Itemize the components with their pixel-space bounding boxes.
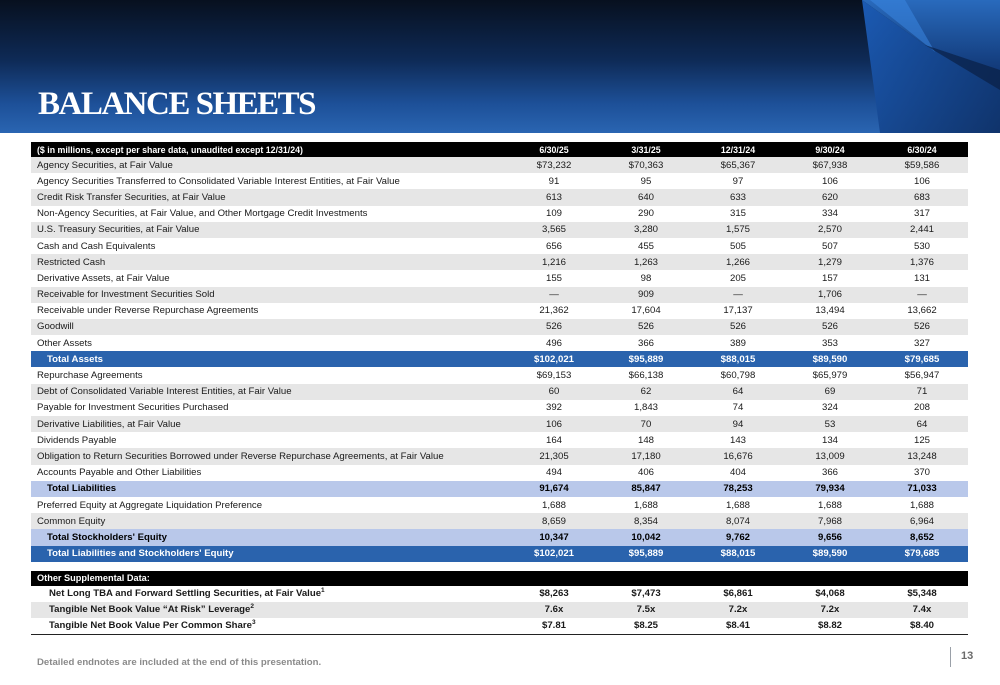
table-row xyxy=(31,173,968,189)
row-value: $8,263 xyxy=(508,586,600,602)
row-value: 205 xyxy=(692,270,784,286)
row-value: 909 xyxy=(600,287,692,303)
row-value: 125 xyxy=(876,432,968,448)
row-value: 656 xyxy=(508,238,600,254)
row-value: 62 xyxy=(600,384,692,400)
row-value: 640 xyxy=(600,189,692,205)
row-value: 366 xyxy=(784,465,876,481)
row-value: 392 xyxy=(508,400,600,416)
row-value: 74 xyxy=(692,400,784,416)
row-value: 3,280 xyxy=(600,222,692,238)
row-value: $70,363 xyxy=(600,157,692,173)
row-label xyxy=(31,602,508,618)
total-row xyxy=(31,481,968,497)
row-value: $4,068 xyxy=(784,586,876,602)
header-banner xyxy=(0,0,1000,133)
row-value: 85,847 xyxy=(600,481,692,497)
row-value: 13,248 xyxy=(876,448,968,464)
table-row xyxy=(31,222,968,238)
row-label: Debt of Consolidated Variable Interest Entities, at Fair Value xyxy=(31,384,508,400)
row-label: Preferred Equity at Aggregate Liquidation Preference xyxy=(31,497,508,513)
row-value: 290 xyxy=(600,206,692,222)
footnote: Detailed endnotes are included at the end of this presentation. xyxy=(37,657,322,668)
row-value: $95,889 xyxy=(600,546,692,562)
row-value: $79,685 xyxy=(876,351,968,367)
table-row xyxy=(31,384,968,400)
row-value: 91 xyxy=(508,173,600,189)
balance-sheet-table xyxy=(31,142,968,635)
row-label-text: Net Long TBA and Forward Settling Securities, at Fair Value xyxy=(49,588,322,600)
row-value: 9,762 xyxy=(692,529,784,545)
row-value: 21,305 xyxy=(508,448,600,464)
table-row xyxy=(31,367,968,383)
row-value: $102,021 xyxy=(508,546,600,562)
row-value: 143 xyxy=(692,432,784,448)
row-label: U.S. Treasury Securities, at Fair Value xyxy=(31,222,508,238)
row-value: 10,347 xyxy=(508,529,600,545)
row-value: $66,138 xyxy=(600,367,692,383)
row-value: 1,688 xyxy=(876,497,968,513)
row-value: 64 xyxy=(876,416,968,432)
row-value: 683 xyxy=(876,189,968,205)
row-value: 7.6x xyxy=(508,602,600,618)
row-value: — xyxy=(876,287,968,303)
row-label: Agency Securities Transferred to Consolidated Variable Interest Entities, at Fair Value xyxy=(31,173,508,189)
row-value: 633 xyxy=(692,189,784,205)
supplemental-header-row xyxy=(31,571,968,586)
row-value: 7.2x xyxy=(692,602,784,618)
table-row xyxy=(31,303,968,319)
row-value: 10,042 xyxy=(600,529,692,545)
row-value: 79,934 xyxy=(784,481,876,497)
row-value: 78,253 xyxy=(692,481,784,497)
row-value: 1,575 xyxy=(692,222,784,238)
row-label xyxy=(31,586,508,602)
table-header-row xyxy=(31,142,968,157)
row-label: Restricted Cash xyxy=(31,254,508,270)
row-value: $88,015 xyxy=(692,351,784,367)
row-value: 106 xyxy=(508,416,600,432)
row-value: 1,376 xyxy=(876,254,968,270)
table-row xyxy=(31,157,968,173)
table-row xyxy=(31,448,968,464)
row-value: 148 xyxy=(600,432,692,448)
row-value: 494 xyxy=(508,465,600,481)
row-label: Agency Securities, at Fair Value xyxy=(31,157,508,173)
row-label: Payable for Investment Securities Purchased xyxy=(31,400,508,416)
row-value: 64 xyxy=(692,384,784,400)
spacer-cell xyxy=(31,562,968,571)
row-label: Total Stockholders' Equity xyxy=(31,529,508,545)
row-value: 16,676 xyxy=(692,448,784,464)
row-label: Non-Agency Securities, at Fair Value, and Other Mortgage Credit Investments xyxy=(31,206,508,222)
row-value: 2,570 xyxy=(784,222,876,238)
row-value: $95,889 xyxy=(600,351,692,367)
row-value: 366 xyxy=(600,335,692,351)
row-value: 8,354 xyxy=(600,513,692,529)
row-value: 1,843 xyxy=(600,400,692,416)
row-value: 526 xyxy=(784,319,876,335)
row-value: 7,968 xyxy=(784,513,876,529)
row-label-text: Tangible Net Book Value Per Common Share xyxy=(49,620,252,632)
row-label: Repurchase Agreements xyxy=(31,367,508,383)
row-value: 91,674 xyxy=(508,481,600,497)
row-value: 7.2x xyxy=(784,602,876,618)
row-value: 1,688 xyxy=(508,497,600,513)
row-value: $7,473 xyxy=(600,586,692,602)
row-label: Derivative Assets, at Fair Value xyxy=(31,270,508,286)
row-label: Dividends Payable xyxy=(31,432,508,448)
column-header: 6/30/24 xyxy=(876,142,968,157)
row-label: Accounts Payable and Other Liabilities xyxy=(31,465,508,481)
table-spacer xyxy=(31,562,968,571)
row-value: 1,688 xyxy=(600,497,692,513)
row-value: 315 xyxy=(692,206,784,222)
row-value: 8,652 xyxy=(876,529,968,545)
row-value: 505 xyxy=(692,238,784,254)
table-row xyxy=(31,238,968,254)
row-value: 208 xyxy=(876,400,968,416)
table-row xyxy=(31,206,968,222)
table-row xyxy=(31,189,968,205)
row-value: 106 xyxy=(784,173,876,189)
supplemental-row xyxy=(31,618,968,634)
table-row xyxy=(31,432,968,448)
row-value: 406 xyxy=(600,465,692,481)
supplemental-row xyxy=(31,602,968,618)
row-value: 7.5x xyxy=(600,602,692,618)
table-row xyxy=(31,497,968,513)
table-row xyxy=(31,400,968,416)
row-value: 69 xyxy=(784,384,876,400)
row-value: 526 xyxy=(876,319,968,335)
row-value: — xyxy=(692,287,784,303)
table-row xyxy=(31,319,968,335)
row-value: 2,441 xyxy=(876,222,968,238)
row-value: 507 xyxy=(784,238,876,254)
row-value: 620 xyxy=(784,189,876,205)
row-value: 389 xyxy=(692,335,784,351)
row-value: 60 xyxy=(508,384,600,400)
row-value: 1,216 xyxy=(508,254,600,270)
row-value: 334 xyxy=(784,206,876,222)
row-label: Cash and Cash Equivalents xyxy=(31,238,508,254)
row-value: $56,947 xyxy=(876,367,968,383)
row-label: Common Equity xyxy=(31,513,508,529)
row-label: Total Liabilities and Stockholders' Equity xyxy=(31,546,508,562)
row-value: 13,009 xyxy=(784,448,876,464)
row-value: 155 xyxy=(508,270,600,286)
supplemental-header: Other Supplemental Data: xyxy=(31,571,968,586)
row-value: 317 xyxy=(876,206,968,222)
row-value: 1,263 xyxy=(600,254,692,270)
row-value: 131 xyxy=(876,270,968,286)
row-value: 164 xyxy=(508,432,600,448)
row-value: 6,964 xyxy=(876,513,968,529)
page-number: 13 xyxy=(961,650,974,662)
row-value: 353 xyxy=(784,335,876,351)
row-label: Credit Risk Transfer Securities, at Fair Value xyxy=(31,189,508,205)
total-row xyxy=(31,546,968,562)
row-value: 109 xyxy=(508,206,600,222)
row-label: Obligation to Return Securities Borrowed under Reverse Repurchase Agreements, at Fair Value xyxy=(31,448,508,464)
row-value: 530 xyxy=(876,238,968,254)
row-value: 7.4x xyxy=(876,602,968,618)
row-value: $88,015 xyxy=(692,546,784,562)
row-value: 526 xyxy=(692,319,784,335)
row-value: 71 xyxy=(876,384,968,400)
row-value: $69,153 xyxy=(508,367,600,383)
row-value: 496 xyxy=(508,335,600,351)
row-value: 526 xyxy=(600,319,692,335)
row-value: $60,798 xyxy=(692,367,784,383)
row-value: 134 xyxy=(784,432,876,448)
row-value: 1,266 xyxy=(692,254,784,270)
row-value: 1,279 xyxy=(784,254,876,270)
row-value: 526 xyxy=(508,319,600,335)
row-value: $8.40 xyxy=(876,618,968,634)
table-row xyxy=(31,335,968,351)
row-value: 8,659 xyxy=(508,513,600,529)
row-label: Total Assets xyxy=(31,351,508,367)
row-value: $65,979 xyxy=(784,367,876,383)
row-value: 327 xyxy=(876,335,968,351)
table-row xyxy=(31,513,968,529)
row-value: $59,586 xyxy=(876,157,968,173)
table-row xyxy=(31,465,968,481)
row-value: 98 xyxy=(600,270,692,286)
row-value: 3,565 xyxy=(508,222,600,238)
row-value: 13,662 xyxy=(876,303,968,319)
row-value: 8,074 xyxy=(692,513,784,529)
row-value: 157 xyxy=(784,270,876,286)
row-value: 1,688 xyxy=(692,497,784,513)
row-value: 613 xyxy=(508,189,600,205)
row-value: 17,180 xyxy=(600,448,692,464)
row-value: 97 xyxy=(692,173,784,189)
row-value: $102,021 xyxy=(508,351,600,367)
row-value: $89,590 xyxy=(784,351,876,367)
row-value: $73,232 xyxy=(508,157,600,173)
row-label-text: Tangible Net Book Value “At Risk” Leverage xyxy=(49,604,251,616)
row-value: $8.82 xyxy=(784,618,876,634)
endnote-marker: 2 xyxy=(250,603,254,611)
table-row xyxy=(31,270,968,286)
endnote-marker: 3 xyxy=(251,619,256,627)
total-row xyxy=(31,529,968,545)
table-row xyxy=(31,416,968,432)
row-value: $8.41 xyxy=(692,618,784,634)
page-number-divider xyxy=(950,647,951,667)
row-value: 324 xyxy=(784,400,876,416)
row-value: — xyxy=(508,287,600,303)
row-value: $67,938 xyxy=(784,157,876,173)
row-value: 53 xyxy=(784,416,876,432)
row-value: $7.81 xyxy=(508,618,600,634)
row-value: $89,590 xyxy=(784,546,876,562)
row-value: 17,604 xyxy=(600,303,692,319)
column-header: 3/31/25 xyxy=(600,142,692,157)
table-row xyxy=(31,254,968,270)
row-value: 455 xyxy=(600,238,692,254)
column-header: 9/30/24 xyxy=(784,142,876,157)
row-value: 9,656 xyxy=(784,529,876,545)
endnote-marker: 1 xyxy=(321,587,325,595)
row-label xyxy=(31,618,508,634)
table-row xyxy=(31,287,968,303)
row-value: 1,688 xyxy=(784,497,876,513)
row-value: $79,685 xyxy=(876,546,968,562)
row-value: $65,367 xyxy=(692,157,784,173)
supplemental-row xyxy=(31,586,968,602)
column-header: 12/31/24 xyxy=(692,142,784,157)
row-label: Receivable for Investment Securities Sold xyxy=(31,287,508,303)
header-units-label: ($ in millions, except per share data, unaudited except 12/31/24) xyxy=(31,142,508,157)
row-value: 106 xyxy=(876,173,968,189)
row-label: Goodwill xyxy=(31,319,508,335)
row-value: $5,348 xyxy=(876,586,968,602)
row-label: Other Assets xyxy=(31,335,508,351)
row-label: Receivable under Reverse Repurchase Agreements xyxy=(31,303,508,319)
row-value: $8.25 xyxy=(600,618,692,634)
row-label: Total Liabilities xyxy=(31,481,508,497)
row-value: 70 xyxy=(600,416,692,432)
column-header: 6/30/25 xyxy=(508,142,600,157)
row-value: 94 xyxy=(692,416,784,432)
row-value: 404 xyxy=(692,465,784,481)
row-value: $6,861 xyxy=(692,586,784,602)
row-value: 95 xyxy=(600,173,692,189)
row-label: Derivative Liabilities, at Fair Value xyxy=(31,416,508,432)
page-title: BALANCE SHEETS xyxy=(38,86,316,122)
row-value: 17,137 xyxy=(692,303,784,319)
row-value: 370 xyxy=(876,465,968,481)
row-value: 13,494 xyxy=(784,303,876,319)
row-value: 71,033 xyxy=(876,481,968,497)
total-row xyxy=(31,351,968,367)
row-value: 21,362 xyxy=(508,303,600,319)
row-value: 1,706 xyxy=(784,287,876,303)
